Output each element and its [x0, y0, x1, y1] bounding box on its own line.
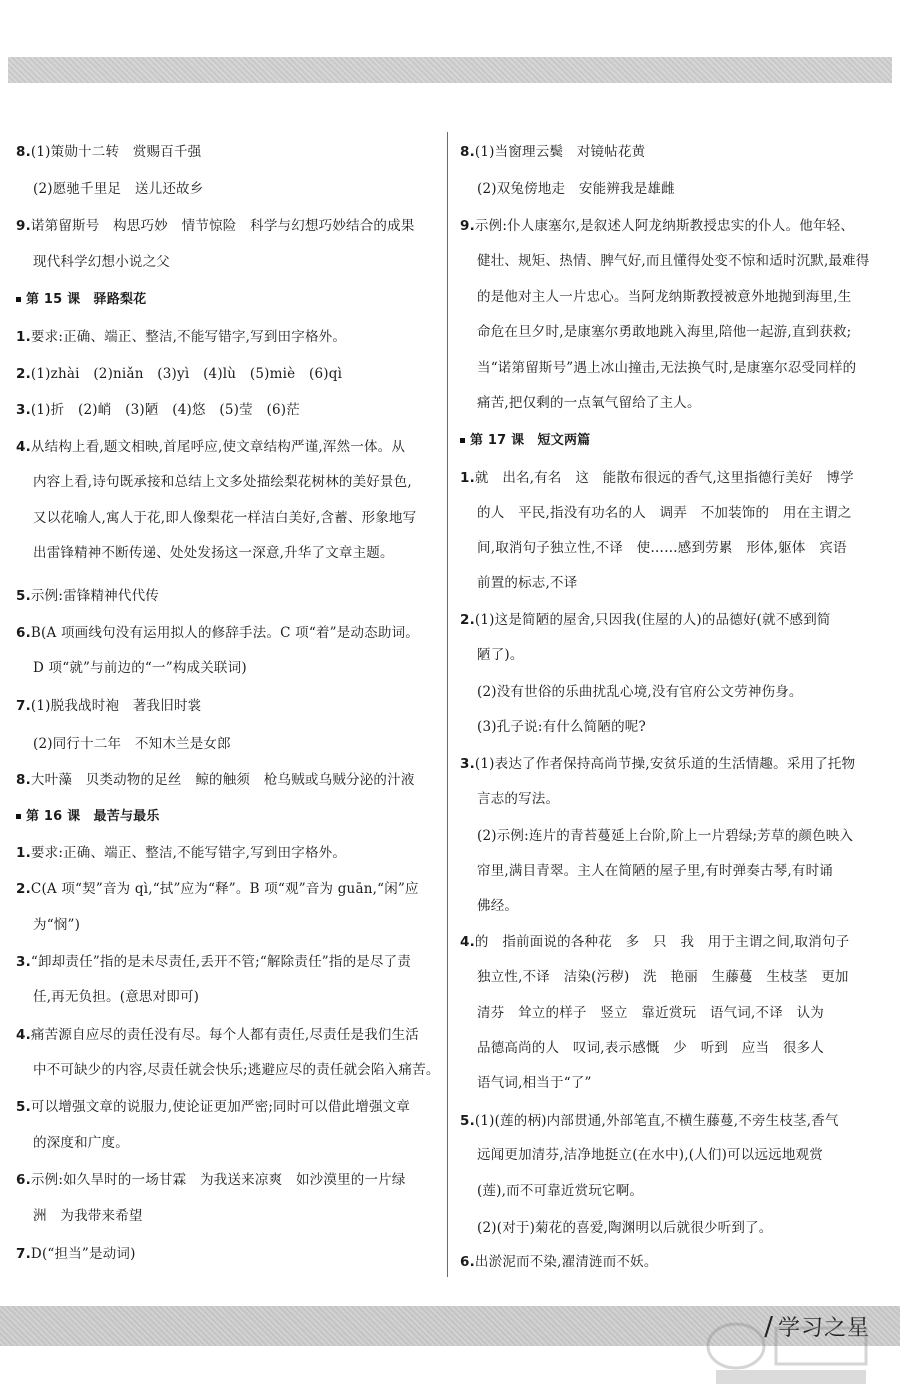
answer-line	[16, 657, 436, 679]
column-divider	[447, 132, 448, 1277]
answer-text: (2)双兔傍地走 安能辨我是雄雌	[477, 181, 675, 197]
answer-line	[16, 1132, 436, 1154]
answer-text: 要求:正确、端正、整洁,不能写错字,写到田字格外。	[30, 329, 347, 345]
question-number: 7.	[16, 1246, 31, 1262]
answer-text: (1)脱我战时袍 著我旧时裳	[30, 698, 202, 714]
answer-line	[16, 842, 436, 864]
question-number: 1.	[460, 470, 475, 486]
answer-line	[16, 215, 436, 237]
answer-text: 痛苦源自应尽的责任没有尽。每个人都有责任,尽责任是我们生活	[30, 1027, 420, 1043]
answer-line	[460, 572, 880, 594]
answer-text: (3)孔子说:有什么简陋的呢?	[477, 719, 646, 735]
answer-line	[16, 1169, 436, 1191]
answer-text: 命危在旦夕时,是康塞尔勇敢地跳入海里,陪他一起游,直到获救;	[477, 324, 852, 340]
answer-line	[460, 286, 880, 308]
answer-text: “卸却责任”指的是未尽责任,丢开不管;“解除责任”指的是尽了责	[30, 954, 412, 970]
answer-text: 的深度和广度。	[33, 1135, 129, 1151]
slash-glyph: /	[764, 1312, 774, 1342]
question-number: 3.	[16, 954, 31, 970]
question-number: 2.	[460, 612, 475, 628]
answer-line	[460, 931, 880, 953]
question-number: 1.	[16, 845, 31, 861]
answer-text: 清芬 耸立的样子 竖立 靠近赏玩 语气词,不译 认为	[477, 1005, 824, 1021]
question-number: 3.	[16, 402, 31, 418]
answer-line	[16, 622, 436, 644]
answer-line	[16, 507, 436, 529]
answer-text: (2)没有世俗的乐曲扰乱心境,没有官府公文劳神伤身。	[477, 684, 803, 700]
answer-text: 就 出名,有名 这 能散布很远的香气,这里指德行美好 博学	[474, 470, 854, 486]
answer-line	[460, 1110, 880, 1132]
answer-text: 第 16 课 最苦与最乐	[26, 809, 160, 824]
answer-line	[16, 585, 436, 607]
question-number: 1.	[16, 329, 31, 345]
answer-text: 独立性,不译 洁染(污秽) 洗 艳丽 生藤蔓 生枝茎 更加	[477, 969, 849, 985]
heading-marker	[16, 814, 21, 819]
answer-line	[16, 141, 436, 163]
answer-line	[460, 895, 880, 917]
answer-text: 示例:雷锋精神代代传	[30, 588, 159, 604]
answer-line	[460, 141, 880, 163]
answer-line	[16, 251, 436, 273]
answer-line	[460, 1180, 880, 1202]
answer-line	[460, 788, 880, 810]
heading-marker	[460, 438, 465, 443]
watermark-logo	[696, 1318, 886, 1388]
answer-text: 内容上看,诗句既承接和总结上文多处描绘梨花树林的美好景色,	[33, 474, 412, 490]
answer-line	[460, 1037, 880, 1059]
answer-text: 前置的标志,不译	[477, 575, 578, 591]
answer-line	[460, 609, 880, 631]
answer-text: 当“诺第留斯号”遇上冰山撞击,无法换气时,是康塞尔忍受同样的	[477, 360, 857, 376]
question-number: 8.	[460, 144, 475, 160]
answer-line	[460, 716, 880, 738]
answer-line	[16, 1024, 436, 1046]
answer-text: (1)zhài (2)niǎn (3)yì (4)lù (5)miè (6)qì	[30, 366, 343, 382]
answer-text: (2)同行十二年 不知木兰是女郎	[33, 736, 231, 752]
answer-line	[16, 914, 436, 936]
answer-text: 第 17 课 短文两篇	[470, 433, 591, 448]
answer-line	[460, 357, 880, 379]
answer-text: 语气词,相当于“了”	[477, 1075, 592, 1091]
answer-text: 现代科学幻想小说之父	[33, 254, 170, 270]
answer-line	[460, 753, 880, 775]
answer-line	[16, 1243, 436, 1265]
answer-text: (1)策勋十二转 赏赐百千强	[30, 144, 202, 160]
question-number: 5.	[16, 1099, 31, 1115]
answer-text: (2)愿驰千里足 送儿还故乡	[33, 181, 204, 197]
answer-line	[16, 399, 436, 421]
answer-text: 的人 平民,指没有功名的人 调弄 不加装饰的 用在主谓之	[477, 505, 852, 521]
answer-line	[16, 695, 436, 717]
answer-line	[16, 1205, 436, 1227]
answer-line	[16, 878, 436, 900]
answer-text: 示例:如久旱时的一场甘霖 为我送来凉爽 如沙漠里的一片绿	[30, 1172, 406, 1188]
answer-line	[460, 1251, 880, 1273]
question-number: 6.	[460, 1254, 475, 1270]
answer-text: 品德高尚的人 叹词,表示感慨 少 听到 应当 很多人	[477, 1040, 824, 1056]
answer-text: 间,取消句子独立性,不译 使……感到劳累 形体,躯体 宾语	[477, 540, 847, 556]
answer-line	[16, 542, 436, 564]
answer-text: (1)(莲的柄)内部贯通,外部笔直,不横生藤蔓,不旁生枝茎,香气	[474, 1113, 839, 1129]
answer-text: (1)表达了作者保持高尚节操,安贫乐道的生活情趣。采用了托物	[474, 756, 856, 772]
answer-text: 出淤泥而不染,濯清涟而不妖。	[474, 1254, 658, 1270]
question-number: 4.	[16, 1027, 31, 1043]
answer-text: 远闻更加清芬,洁净地挺立(在水中),(人们)可以远远地观赏	[477, 1147, 823, 1163]
answer-line	[460, 1002, 880, 1024]
answer-text: B(A 项画线句没有运用拟人的修辞手法。C 项“着”是动态助词。	[30, 625, 419, 641]
question-number: 3.	[460, 756, 475, 772]
lesson-heading	[16, 806, 436, 828]
answer-text: 陋了)。	[477, 647, 524, 663]
question-number: 9.	[16, 218, 31, 234]
answer-text: 大叶藻 贝类动物的足丝 鲸的触须 枪乌贼或乌贼分泌的汁液	[30, 772, 415, 788]
answer-text: (1)当窗理云鬓 对镜帖花黄	[474, 144, 646, 160]
question-number: 2.	[16, 881, 31, 897]
answer-line	[460, 860, 880, 882]
answer-text: 要求:正确、端正、整洁,不能写错字,写到田字格外。	[30, 845, 347, 861]
answer-text: 第 15 课 驿路梨花	[26, 292, 147, 307]
answer-text: (2)示例:连片的青苔蔓延上台阶,阶上一片碧绿;芳草的颜色映入	[477, 828, 854, 844]
answer-line	[16, 326, 436, 348]
answer-text: (莲),而不可靠近赏玩它啊。	[477, 1183, 644, 1199]
answer-text: D(“担当”是动词)	[30, 1246, 136, 1262]
answer-text: 健壮、规矩、热情、脾气好,而且懂得处变不惊和适时沉默,最难得	[477, 253, 870, 269]
answer-text: 佛经。	[477, 898, 519, 914]
answer-line	[460, 178, 880, 200]
answer-text: 言志的写法。	[477, 791, 560, 807]
answer-text: 示例:仆人康塞尔,是叙述人阿龙纳斯教授忠实的仆人。他年轻、	[474, 218, 855, 234]
answer-line	[16, 363, 436, 385]
answer-line	[460, 644, 880, 666]
answer-line	[460, 321, 880, 343]
answer-line	[16, 436, 436, 458]
answer-text: 痛苦,把仅剩的一点氧气留给了主人。	[477, 395, 701, 411]
brand-text: 学习之星	[777, 1316, 870, 1341]
answer-text: 任,再无负担。(意思对即可)	[33, 989, 200, 1005]
answer-line	[16, 1059, 440, 1081]
answer-line	[16, 733, 436, 755]
answer-text: 的 指前面说的各种花 多 只 我 用于主谓之间,取消句子	[474, 934, 850, 950]
answer-text: 为“悯”)	[33, 917, 81, 933]
answer-line	[460, 1072, 880, 1094]
lesson-heading	[460, 430, 880, 452]
answer-text: 中不可缺少的内容,尽责任就会快乐;逃避应尽的责任就会陷入痛苦。	[33, 1062, 440, 1078]
answer-line	[16, 471, 436, 493]
question-number: 2.	[16, 366, 31, 382]
answer-text: D 项“就”与前边的“一”构成关联词)	[33, 660, 247, 676]
question-number: 6.	[16, 1172, 31, 1188]
question-number: 9.	[460, 218, 475, 234]
answer-text: (1)折 (2)峭 (3)陋 (4)悠 (5)莹 (6)茫	[30, 402, 300, 418]
answer-line	[16, 178, 436, 200]
answer-line	[460, 467, 880, 489]
answer-line	[16, 986, 436, 1008]
question-number: 8.	[16, 772, 31, 788]
answer-text: C(A 项“契”音为 qì,“拭”应为“释”。B 项“观”音为 guān,“闲”应	[30, 881, 419, 897]
answer-text: 又以花喻人,寓人于花,即人像梨花一样洁白美好,含蓄、形象地写	[33, 510, 417, 526]
question-number: 5.	[16, 588, 31, 604]
answer-line	[460, 502, 880, 524]
answer-line	[460, 392, 880, 414]
question-number: 7.	[16, 698, 31, 714]
answer-line	[460, 537, 880, 559]
answer-text: (1)这是简陋的屋舍,只因我(住屋的人)的品德好(就不感到简	[474, 612, 831, 628]
answer-line	[460, 681, 880, 703]
question-number: 5.	[460, 1113, 475, 1129]
answer-text: 帘里,满目青翠。主人在简陋的屋子里,有时弹奏古琴,有时诵	[477, 863, 833, 879]
answer-line	[460, 1217, 880, 1239]
answer-line	[460, 250, 880, 272]
answer-text: 诺第留斯号 构思巧妙 情节惊险 科学与幻想巧妙结合的成果	[30, 218, 415, 234]
question-number: 4.	[460, 934, 475, 950]
answer-line	[16, 769, 436, 791]
heading-marker	[16, 297, 21, 302]
lesson-heading	[16, 289, 436, 311]
answer-text: 的是他对主人一片忠心。当阿龙纳斯教授被意外地抛到海里,生	[477, 289, 852, 305]
answer-text: 从结构上看,题文相映,首尾呼应,使文章结构严谨,浑然一体。从	[30, 439, 406, 455]
answer-line	[460, 966, 880, 988]
answer-line	[16, 1096, 436, 1118]
answer-text: (2)(对于)菊花的喜爱,陶渊明以后就很少听到了。	[477, 1220, 773, 1236]
answer-text: 可以增强文章的说服力,使论证更加严密;同时可以借此增强文章	[30, 1099, 411, 1115]
answer-line	[460, 215, 880, 237]
answer-line	[460, 1144, 880, 1166]
question-number: 4.	[16, 439, 31, 455]
question-number: 8.	[16, 144, 31, 160]
answer-line	[460, 825, 880, 847]
question-number: 6.	[16, 625, 31, 641]
answer-text: 出雷锋精神不断传递、处处发扬这一深意,升华了文章主题。	[33, 545, 394, 561]
answer-line	[16, 951, 436, 973]
answer-text: 洲 为我带来希望	[33, 1208, 143, 1224]
